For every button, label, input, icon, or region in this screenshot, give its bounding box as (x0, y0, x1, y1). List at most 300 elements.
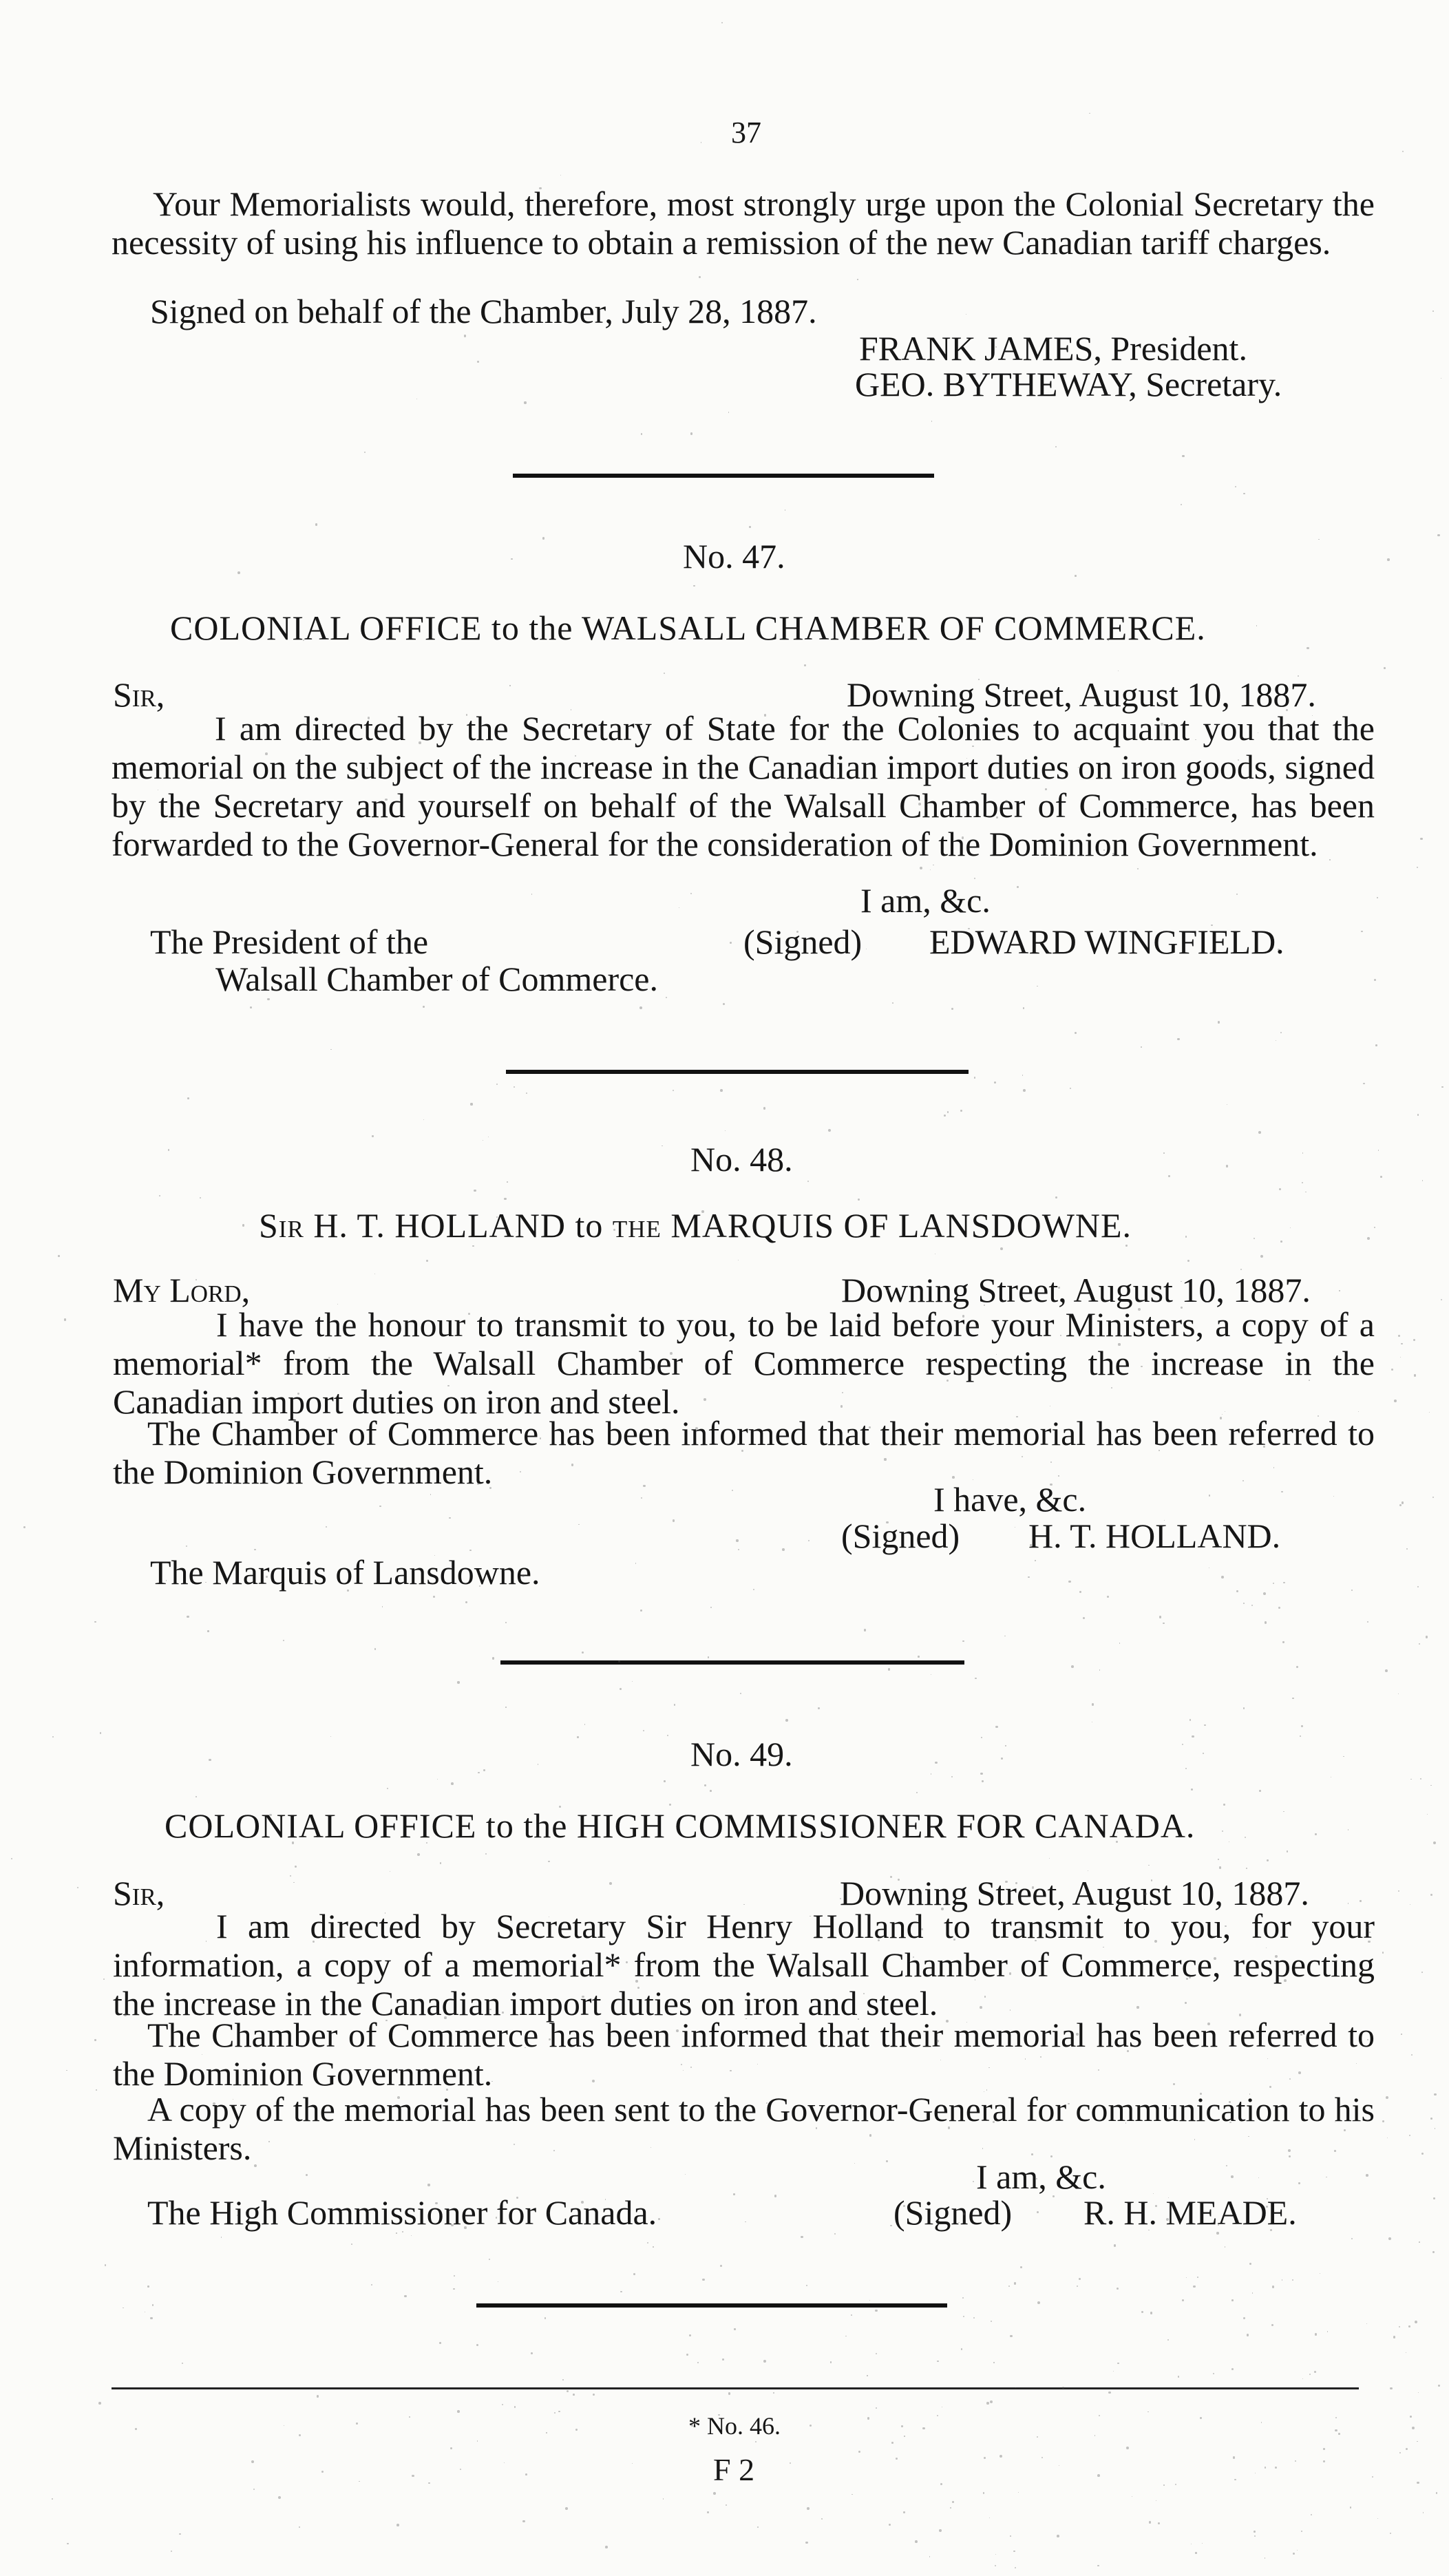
scan-speck (464, 335, 466, 337)
scan-speck (929, 2556, 930, 2557)
scan-speck (485, 1853, 487, 1855)
scan-speck (1281, 1491, 1283, 1493)
scan-speck (1398, 1693, 1399, 1695)
scan-speck (1314, 2371, 1316, 2373)
scan-speck (359, 2481, 360, 2482)
scan-speck (514, 1086, 515, 1088)
scan-speck (1363, 1083, 1364, 1084)
addressee-48: The Marquis of Lansdowne. (150, 1553, 540, 1592)
scan-speck (451, 1782, 454, 1785)
scan-speck (1386, 2096, 1388, 2099)
scan-speck (1077, 2285, 1078, 2287)
body-48-para2: The Chamber of Commerce has been informed that their memorial has been referred to the Dominion Government. (113, 1414, 1375, 1491)
scan-speck (974, 878, 975, 879)
scan-speck (411, 2235, 412, 2236)
scan-speck (1200, 2417, 1202, 2419)
scan-speck (423, 1006, 424, 1007)
scan-speck (975, 1678, 976, 1679)
scan-speck (1441, 1299, 1442, 1300)
scan-speck (1382, 2120, 1384, 2122)
scan-speck (773, 2392, 774, 2394)
scan-speck (1037, 2211, 1039, 2213)
signed-label-48: (Signed) (841, 1517, 960, 1555)
scan-speck (1432, 1497, 1435, 1499)
scan-speck (1417, 1114, 1419, 1116)
scan-speck (1187, 1260, 1190, 1263)
scan-speck (1075, 1032, 1077, 1034)
scan-speck (940, 2483, 942, 2485)
scan-speck (1037, 2436, 1038, 2438)
scan-speck (1378, 1150, 1379, 1151)
scan-speck (1049, 1858, 1050, 1859)
scan-speck (469, 1550, 472, 1552)
scan-speck (1092, 1703, 1094, 1705)
title-48-the: the (612, 1206, 662, 1245)
scan-speck (1037, 986, 1038, 987)
scan-speck (890, 2225, 891, 2226)
scan-speck (417, 1853, 420, 1856)
scan-speck (1149, 2521, 1151, 2523)
scan-speck (1010, 2535, 1011, 2537)
scan-speck (1382, 1952, 1384, 1954)
scan-speck (426, 1260, 428, 1262)
scan-speck (720, 1089, 723, 1092)
scan-speck (1400, 1357, 1402, 1358)
scan-speck (52, 2498, 53, 2500)
scan-speck (1251, 1605, 1253, 1606)
signed-label-47: (Signed) (743, 922, 863, 961)
scan-speck (449, 1517, 450, 1519)
scan-speck (973, 2181, 975, 2183)
scan-speck (1417, 1586, 1419, 1587)
scan-speck (1191, 1788, 1193, 1791)
scan-speck (721, 22, 723, 23)
scan-speck (749, 526, 751, 528)
scan-speck (1327, 2331, 1328, 2332)
scan-speck (52, 1736, 54, 1738)
signed-label-49: (Signed) (893, 2193, 1013, 2232)
scan-speck (1432, 2251, 1435, 2254)
scan-speck (951, 1008, 953, 1010)
scan-speck (640, 1609, 642, 1612)
scan-speck (1137, 868, 1139, 869)
scan-speck (1014, 2282, 1016, 2284)
scan-speck (1385, 1669, 1388, 1672)
scan-speck (427, 2184, 430, 2186)
scan-speck (502, 2404, 503, 2405)
scan-speck (525, 2473, 527, 2475)
scan-speck (404, 2295, 407, 2298)
scan-speck (103, 1978, 105, 1980)
scan-speck (505, 1707, 507, 1708)
scan-speck (1402, 1501, 1404, 1504)
scan-speck (237, 571, 240, 574)
scan-speck (728, 412, 730, 413)
closing-49: I am, &c. (976, 2157, 1106, 2196)
scan-speck (1375, 1044, 1377, 1046)
scan-speck (876, 2407, 877, 2409)
scan-speck (1008, 2285, 1010, 2287)
scan-speck (1287, 1850, 1289, 1852)
scan-speck (1372, 2476, 1374, 2478)
scan-speck (1254, 2535, 1256, 2537)
scan-speck (168, 1149, 169, 1150)
scan-speck (690, 432, 693, 435)
scan-speck (1408, 2325, 1410, 2327)
scan-speck (182, 2363, 183, 2364)
title-48-end: MARQUIS OF LANSDOWNE. (661, 1206, 1132, 1245)
scan-speck (1247, 2334, 1249, 2336)
scan-speck (1221, 1576, 1224, 1579)
page-number: 37 (731, 116, 761, 149)
scan-speck (278, 2496, 281, 2499)
scan-speck (1366, 2174, 1368, 2177)
scan-speck (1182, 2299, 1185, 2302)
scan-speck (1273, 1583, 1274, 1584)
scan-speck (632, 1681, 633, 1682)
section-divider (506, 1070, 969, 1074)
scan-speck (818, 1707, 820, 1709)
scan-speck (1037, 2301, 1040, 2304)
scan-speck (1315, 2333, 1317, 2335)
scan-speck (299, 2526, 300, 2528)
scan-speck (477, 2440, 478, 2442)
scan-speck (379, 1506, 381, 1507)
scan-speck (1402, 151, 1404, 152)
scan-speck (200, 1197, 201, 1199)
scan-speck (1323, 2460, 1325, 2462)
scan-speck (1429, 1412, 1430, 1413)
scan-speck (1387, 2137, 1388, 2138)
scan-speck (1023, 1089, 1026, 1092)
scan-speck (663, 2498, 664, 2499)
scan-speck (1265, 2467, 1267, 2469)
scan-speck (372, 1135, 373, 1137)
scan-speck (963, 2316, 964, 2317)
scan-speck (152, 2304, 154, 2305)
scan-speck (1411, 2054, 1413, 2056)
scan-speck (851, 2314, 852, 2316)
scan-speck (643, 1730, 644, 1731)
scan-speck (763, 1107, 766, 1110)
scan-speck (1114, 2244, 1117, 2247)
scan-speck (511, 558, 512, 560)
scan-speck (689, 2334, 691, 2336)
scan-speck (1197, 2277, 1198, 2278)
scan-speck (457, 2410, 460, 2413)
scan-speck (209, 1759, 211, 1761)
scan-speck (423, 1119, 424, 1120)
scan-speck (984, 2457, 986, 2459)
scan-speck (1390, 2533, 1391, 2534)
scan-speck (1022, 1075, 1024, 1076)
scan-speck (317, 2395, 319, 2398)
scan-speck (1417, 2441, 1418, 2442)
scan-speck (790, 2462, 791, 2464)
scan-speck (77, 1887, 78, 1888)
memorial-paragraph: Your Memorialists would, therefore, most strongly urge upon the Colonial Secretary the necessity of using his influence to obtain a remission of the new Canadian tariff charges. (112, 184, 1375, 262)
title-48-sir: Sir (259, 1206, 304, 1245)
scan-speck (509, 685, 510, 686)
scan-speck (647, 2242, 648, 2244)
scan-speck (1182, 1744, 1183, 1745)
scan-speck (1226, 1165, 1228, 1167)
scan-speck (283, 1640, 284, 1641)
scan-speck (1348, 1829, 1349, 1830)
scan-speck (896, 2458, 898, 2460)
scan-speck (889, 2524, 891, 2526)
scan-speck (961, 2348, 963, 2350)
scan-speck (1254, 1238, 1255, 1239)
scan-speck (669, 1804, 671, 1806)
scan-speck (96, 2089, 97, 2091)
scan-speck (1243, 2317, 1245, 2319)
scan-speck (757, 2526, 759, 2528)
scan-speck (1283, 1811, 1284, 1812)
scan-speck (457, 1681, 459, 1683)
scan-speck (915, 2540, 918, 2543)
scan-speck (1071, 1665, 1074, 1668)
section-title-49: COLONIAL OFFICE to the HIGH COMMISSIONER FOR CANADA. (165, 1806, 1196, 1845)
scan-speck (582, 1651, 584, 1654)
scan-speck (658, 2218, 660, 2220)
scan-speck (1245, 1837, 1247, 1839)
scan-speck (253, 2489, 255, 2490)
scan-speck (522, 2520, 525, 2523)
scan-speck (575, 2429, 578, 2431)
title-48-mid: H. T. HOLLAND to (304, 1206, 613, 1245)
scan-speck (531, 2352, 533, 2354)
scan-speck (673, 1090, 674, 1091)
scan-speck (374, 1648, 377, 1650)
scan-speck (1292, 2279, 1293, 2281)
scan-speck (1366, 2323, 1367, 2324)
scan-speck (409, 2416, 410, 2418)
scan-speck (1414, 1374, 1417, 1377)
scan-speck (951, 1776, 953, 1777)
scan-speck (673, 1519, 675, 1522)
scan-speck (58, 1255, 60, 1257)
scan-speck (507, 1181, 508, 1183)
scan-speck (639, 1006, 642, 1009)
scan-speck (1243, 1707, 1245, 1709)
scan-speck (356, 2422, 358, 2425)
scan-speck (1119, 1643, 1121, 1644)
scan-speck (1099, 1669, 1100, 1670)
scan-speck (1265, 1621, 1267, 1624)
scan-speck (1117, 2288, 1119, 2290)
scan-speck (699, 276, 701, 278)
scan-speck (290, 1875, 291, 1877)
scan-speck (1419, 2241, 1420, 2243)
scan-speck (1150, 2312, 1152, 2314)
scan-speck (867, 2417, 869, 2419)
scan-speck (774, 2195, 776, 2197)
scan-speck (489, 2259, 490, 2260)
scan-speck (560, 175, 561, 176)
scan-speck (1000, 2455, 1002, 2458)
scan-speck (1158, 2522, 1161, 2525)
scan-speck (806, 2285, 807, 2286)
salutation-49: Sir, (113, 1874, 165, 1912)
scan-speck (1351, 1590, 1353, 1591)
scan-speck (460, 2469, 462, 2471)
scan-speck (1348, 1903, 1349, 1904)
scan-speck (1097, 2565, 1099, 2567)
scan-speck (738, 1549, 740, 1551)
scan-speck (1097, 2474, 1100, 2477)
scan-speck (1420, 838, 1422, 840)
scan-speck (1301, 2531, 1302, 2532)
scan-speck (1377, 2518, 1378, 2519)
section-number-47: No. 47. (683, 537, 785, 576)
scan-speck (195, 1796, 197, 1797)
scan-speck (1057, 2535, 1059, 2537)
scan-speck (1282, 2279, 1283, 2281)
scan-speck (736, 1539, 738, 1541)
scan-speck (989, 2517, 990, 2518)
scan-speck (1235, 486, 1236, 487)
scan-speck (1126, 2447, 1129, 2449)
scan-speck (633, 2273, 635, 2275)
scan-speck (1260, 1255, 1263, 1258)
scan-speck (474, 1190, 476, 1192)
scan-speck (67, 2543, 69, 2545)
scan-speck (396, 2524, 399, 2526)
scan-speck (1204, 1724, 1205, 1726)
salutation-47: Sir, (113, 675, 165, 714)
scan-speck (1297, 2550, 1298, 2551)
scan-speck (94, 2039, 96, 2041)
scan-speck (708, 1656, 710, 1658)
scan-speck (858, 1199, 860, 1201)
section-number-48: No. 48. (690, 1140, 793, 1179)
place-date-48: Downing Street, August 10, 1887. (841, 1271, 1311, 1309)
scan-speck (1028, 1576, 1030, 1579)
scan-speck (931, 1773, 932, 1775)
scan-speck (1399, 2452, 1401, 2453)
scan-speck (330, 1736, 331, 1737)
scan-speck (674, 1704, 676, 1706)
scan-speck (685, 2174, 686, 2175)
scan-speck (254, 1549, 255, 1550)
signer-47: EDWARD WINGFIELD. (929, 922, 1284, 961)
scan-speck (578, 1524, 579, 1525)
scan-speck (830, 2361, 832, 2363)
scan-speck (1360, 1900, 1361, 1901)
scan-speck (1000, 1247, 1003, 1250)
scan-speck (1387, 558, 1389, 560)
scan-speck (1163, 2484, 1165, 2486)
scan-speck (1243, 1603, 1245, 1604)
scan-speck (453, 2288, 455, 2290)
scan-speck (306, 2174, 308, 2176)
scan-speck (1272, 2285, 1274, 2288)
scan-speck (1107, 1596, 1109, 1598)
scan-speck (1079, 1591, 1081, 1593)
scan-speck (609, 1882, 612, 1885)
scan-speck (1350, 2506, 1351, 2508)
scan-speck (1001, 1757, 1003, 1760)
scan-speck (891, 2442, 893, 2444)
scan-speck (315, 523, 317, 525)
signer-48: H. T. HOLLAND. (1028, 1517, 1281, 1555)
scan-speck (477, 361, 479, 363)
scan-speck (995, 2554, 996, 2555)
scan-speck (1203, 1753, 1204, 1754)
scan-speck (147, 2285, 149, 2287)
scan-speck (1422, 1180, 1423, 1181)
scan-speck (808, 1540, 810, 1541)
scan-speck (179, 2533, 180, 2535)
scan-speck (1113, 2371, 1114, 2372)
scan-speck (805, 2542, 807, 2544)
scan-speck (64, 1318, 67, 1321)
scan-speck (1393, 2336, 1395, 2338)
scan-speck (973, 2317, 975, 2319)
scan-speck (635, 1563, 637, 1564)
scan-speck (1300, 1735, 1301, 1737)
scan-speck (593, 2394, 595, 2396)
scan-speck (251, 2460, 254, 2463)
scan-speck (1335, 2417, 1337, 2418)
scan-speck (577, 1736, 579, 1738)
scan-speck (1195, 2552, 1197, 2554)
scan-speck (950, 2507, 951, 2509)
scan-speck (1209, 1495, 1210, 1496)
scan-speck (962, 1640, 964, 1643)
scan-speck (428, 2482, 430, 2484)
scan-speck (730, 942, 732, 944)
scan-speck (1263, 1592, 1266, 1595)
section-title-47: COLONIAL OFFICE to the WALSALL CHAMBER OF COMMERCE. (170, 609, 1206, 647)
scan-speck (1147, 2411, 1149, 2413)
scan-speck (470, 1103, 472, 1105)
scan-speck (1223, 1804, 1225, 1806)
scan-speck (1351, 2238, 1353, 2239)
scan-speck (1055, 446, 1057, 447)
scan-speck (23, 1526, 25, 1528)
scan-speck (869, 2300, 871, 2301)
scan-speck (753, 1589, 754, 1590)
scan-speck (1055, 1196, 1058, 1199)
scan-speck (207, 1630, 209, 1632)
scan-speck (1339, 1290, 1340, 1291)
scan-speck (1367, 1621, 1368, 1623)
scan-speck (1309, 2374, 1311, 2375)
scan-speck (1433, 2197, 1435, 2199)
scan-speck (11, 1858, 12, 1859)
scan-speck (1427, 1814, 1428, 1815)
scan-speck (412, 2475, 414, 2478)
scan-speck (1374, 1227, 1375, 1228)
scan-speck (1278, 1607, 1280, 1609)
scan-speck (804, 664, 806, 666)
scan-speck (962, 2297, 964, 2299)
scan-speck (1193, 2285, 1195, 2288)
scan-speck (492, 1657, 495, 1660)
scan-speck (1181, 504, 1182, 505)
closing-48: I have, &c. (933, 1480, 1087, 1519)
scan-speck (605, 2546, 608, 2548)
scan-speck (1296, 1666, 1298, 1668)
scan-speck (922, 2427, 924, 2429)
scan-speck (991, 2321, 992, 2322)
scan-speck (558, 2411, 560, 2412)
scan-speck (1236, 894, 1238, 895)
scan-speck (947, 1111, 949, 1113)
scan-speck (1398, 1890, 1399, 1892)
